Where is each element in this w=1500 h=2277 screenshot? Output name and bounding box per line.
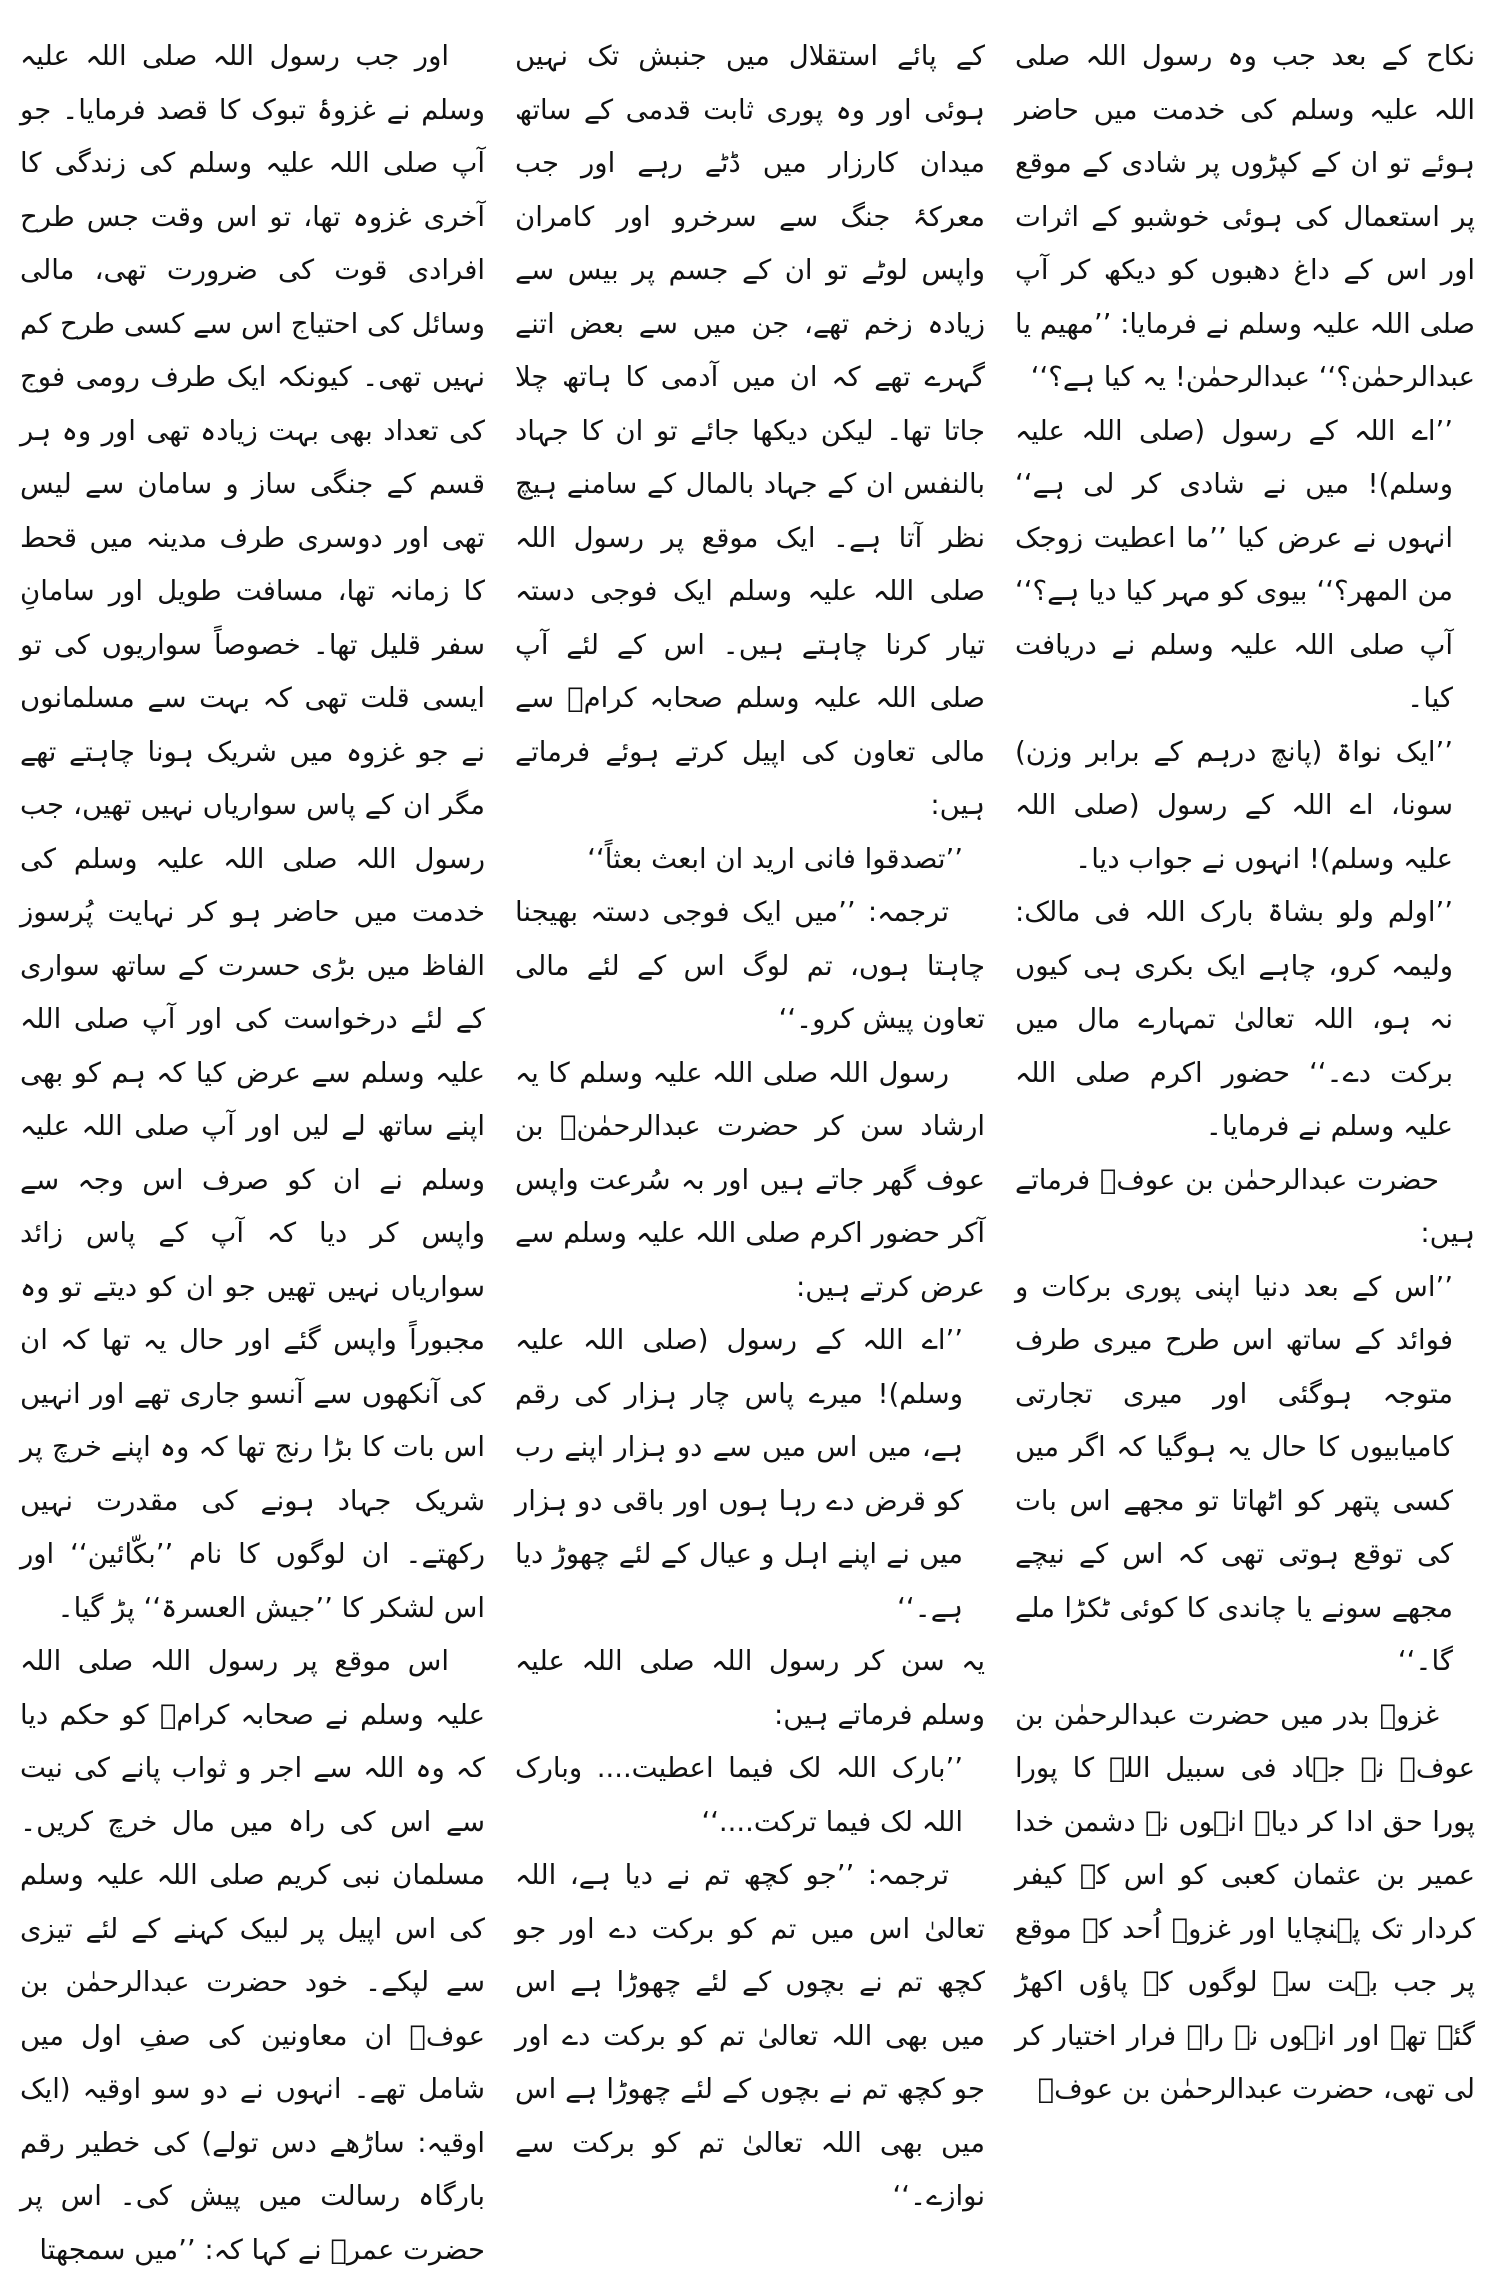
text-column-middle [515,30,985,2212]
paragraph: ’’ایک نواۃ (پانچ درہم کے برابر وزن) سونا، اے اللہ کے رسول (صلی اللہ علیہ وسلم)! انہوں نے جواب دیا۔ [1015,735,1453,875]
paragraph: کے پائے استقلال میں جنبش تک نہیں ہوئی اور وہ پوری ثابت قدمی کے ساتھ میدان کارزار میں ڈٹے رہے اور جب معرکۂ جنگ سے سرخرو اور کامران واپس لوٹے تو ان کے جسم پر بیس سے زیادہ زخم تھے، جن میں سے بعض اتنے گہرے تھے کہ ان میں آدمی کا ہاتھ چلا جاتا تھا۔ لیکن دیکھا جائے تو ان کا جہاد بالنفس ان کے جہاد بالمال کے سامنے ہیچ نظر آتا ہے۔ ایک موقع پر رسول اللہ صلی اللہ علیہ وسلم ایک فوجی دستہ تیار کرنا چاہتے ہیں۔ اس کے لئے آپ صلی اللہ علیہ وسلم صحابہ کرامؓ سے مالی تعاون کی اپیل کرتے ہوئے فرماتے ہیں: [515,40,985,821]
paragraph: رسول اللہ صلی اللہ علیہ وسلم کا یہ ارشاد سن کر حضرت عبدالرحمٰنؓ بن عوف گھر جاتے ہیں اور بہ سُرعت واپس آکر حضور اکرم صلی اللہ علیہ وسلم سے عرض کرتے ہیں: [515,1056,985,1303]
paragraph: یہ سن کر رسول اللہ صلی اللہ علیہ وسلم فرماتے ہیں: [515,1645,985,1731]
paragraph: ’’اس کے بعد دنیا اپنی پوری برکات و فوائد کے ساتھ اس طرح میری طرف متوجہ ہوگئی اور میری تجارتی کامیابیوں کا حال یہ ہوگیا کہ اگر میں کسی پتھر کو اٹھاتا تو مجھے اس بات کی توقع ہوتی تھی کہ اس کے نیچے مجھے سونے یا چاندی کا کوئی ٹکڑا ملے گا۔‘‘ [1015,1270,1453,1677]
paragraph: ’’اے اللہ کے رسول (صلی اللہ علیہ وسلم)! میرے پاس چار ہزار کی رقم ہے، میں اس میں سے دو ہزار اپنے رب کو قرض دے رہا ہوں اور باقی دو ہزار میں نے اپنے اہل و عیال کے لئے چھوڑ دیا ہے۔‘‘ [515,1324,963,1624]
paragraph: ’’تصدقوا فانی ارید ان ابعث بعثاً‘‘ [587,842,963,875]
paragraph: ترجمہ: ’’میں ایک فوجی دستہ بھیجنا چاہتا ہوں، تم لوگ اس کے لئے مالی تعاون پیش کرو۔‘‘ [515,896,985,1035]
text-column-right [1015,30,1475,2170]
paragraph: ’’اولم ولو بشاۃ بارک اللہ فی مالک: ولیمہ کرو، چاہے ایک بکری ہی کیوں نہ ہو، اللہ تعالیٰ تمہارے مال میں برکت دے۔‘‘ حضور اکرم صلی اللہ علیہ وسلم نے فرمایا۔ [1015,896,1453,1142]
paragraph: اس موقع پر رسول اللہ صلی اللہ علیہ وسلم نے صحابہ کرامؓ کو حکم دیا کہ وہ اللہ سے اجر و ثواب پانے کی نیت سے اس کی راہ میں مال خرچ کریں۔ مسلمان نبی کریم صلی اللہ علیہ وسلم کی اس اپیل پر لبیک کہنے کے لئے تیزی سے لپکے۔ خود حضرت عبدالرحمٰن بن عوفؓ ان معاونین کی صفِ اول میں شامل تھے۔ انہوں نے دو سو اوقیہ (ایک اوقیہ: ساڑھے دس تولے) کی خطیر رقم بارگاہ رسالت میں پیش کی۔ اس پر حضرت عمرؓ نے کہا کہ: ’’میں سمجھتا [20,1645,485,2266]
paragraph: نکاح کے بعد جب وہ رسول اللہ صلی اللہ علیہ وسلم کی خدمت میں حاضر ہوئے تو ان کے کپڑوں پر شادی کے موقع پر استعمال کی ہوئی خوشبو کے اثرات اور اس کے داغ دھبوں کو دیکھ کر آپ صلی اللہ علیہ وسلم نے فرمایا: ’’مھیم یا عبدالرحمٰن؟‘‘ عبدالرحمٰن! یہ کیا ہے؟‘‘ [1015,40,1475,393]
paragraph: ترجمہ: ’’جو کچھ تم نے دیا ہے، اللہ تعالیٰ اس میں تم کو برکت دے اور جو کچھ تم نے بچوں کے لئے چھوڑا ہے اس میں بھی اللہ تعالیٰ تم کو برکت دے اور جو کچھ تم نے بچوں کے لئے چھوڑا ہے اس میں بھی اللہ تعالیٰ تم کو برکت سے نوازے۔‘‘ [515,1859,985,2212]
paragraph: غزوۂ بدر میں حضرت عبدالرحمٰن بن عوفؓ نے جہاد فی سبیل اللہ کا پورا پورا حق ادا کر دیا۔ انہوں نے دشمن خدا عمیر بن عثمان کعبی کو اس کے کیفر کردار تک پہنچایا اور غزوۂ اُحد کے موقع پر جب بہت سے لوگوں کے پاؤں اکھڑ گئے تھے اور انہوں نے راہ فرار اختیار کر لی تھی، حضرت عبدالرحمٰن بن عوفؓ [1015,1698,1475,2105]
paragraph: ’’اے اللہ کے رسول (صلی اللہ علیہ وسلم)! میں نے شادی کر لی ہے‘‘ انہوں نے عرض کیا ’’ما اعطیت زوجک من المھر؟‘‘ بیوی کو مہر کیا دیا ہے؟‘‘ آپ صلی اللہ علیہ وسلم نے دریافت کیا۔ [1015,414,1453,714]
paragraph: اور جب رسول اللہ صلی اللہ علیہ وسلم نے غزوۂ تبوک کا قصد فرمایا۔ جو آپ صلی اللہ علیہ وسلم کی زندگی کا آخری غزوہ تھا، تو اس وقت جس طرح افرادی قوت کی ضرورت تھی، مالی وسائل کی احتیاج اس سے کسی طرح کم نہیں تھی۔ کیونکہ ایک طرف رومی فوج کی تعداد بھی بہت زیادہ تھی اور وہ ہر قسم کے جنگی ساز و سامان سے لیس تھی اور دوسری طرف مدینہ میں قحط کا زمانہ تھا، مسافت طویل اور سامانِ سفر قلیل تھا۔ خصوصاً سواریوں کی تو ایسی قلت تھی کہ بہت سے مسلمانوں نے جو غزوہ میں شریک ہونا چاہتے تھے مگر ان کے پاس سواریاں نہیں تھیں، جب رسول اللہ صلی اللہ علیہ وسلم کی خدمت میں حاضر ہو کر نہایت پُرسوز الفاظ میں بڑی حسرت کے ساتھ سواری کے لئے درخواست کی اور آپ صلی اللہ علیہ وسلم سے عرض کیا کہ ہم کو بھی اپنے ساتھ لے لیں اور آپ صلی اللہ علیہ وسلم نے ان کو صرف اس وجہ سے واپس کر دیا کہ آپ کے پاس زائد سواریاں نہیں تھیں جو ان کو دیتے تو وہ مجبوراً واپس گئے اور حال یہ تھا کہ ان کی آنکھوں سے آنسو جاری تھے اور انہیں اس بات کا بڑا رنج تھا کہ وہ اپنے خرچ پر شریک جہاد ہونے کی مقدرت نہیں رکھتے۔ ان لوگوں کا نام ’’بکّائین‘‘ اور اس لشکر کا ’’جیش العسرۃ‘‘ پڑ گیا۔ [20,40,485,1624]
paragraph: ’’بارک اللہ لک فیما اعطیت.... وبارک اللہ لک فیما ترکت....‘‘ [515,1752,963,1838]
paragraph: حضرت عبدالرحمٰن بن عوفؓ فرماتے ہیں: [1015,1163,1475,1249]
text-column-left [20,30,485,2266]
